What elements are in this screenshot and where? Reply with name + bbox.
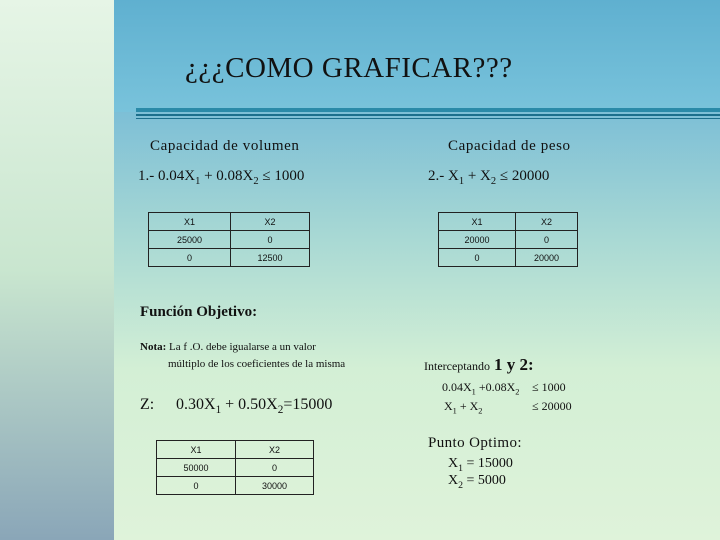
weight-constraint-suffix: ≤ 20000: [496, 168, 550, 184]
table-cell: 0: [439, 249, 516, 267]
intercept-eq2-prefix: X: [444, 399, 453, 413]
table-header-row: [149, 213, 310, 231]
objective-eq-suffix: =15000: [283, 396, 333, 413]
optimum-x2-prefix: X: [448, 473, 459, 488]
table-row: [157, 477, 314, 495]
objective-eq-mid: + 0.50X: [221, 396, 278, 413]
table-row: [157, 459, 314, 477]
intercept-eq1-prefix: 0.04X: [442, 380, 472, 394]
table-cell: 0: [149, 249, 231, 267]
table-header-x2: X2: [236, 441, 314, 459]
intercept-equation-1: [442, 380, 519, 396]
objective-eq-prefix: 0.30X: [176, 396, 216, 413]
table-header-x1: X1: [157, 441, 236, 459]
table-cell: 20000: [516, 249, 578, 267]
intercept-equation-2: [444, 399, 482, 415]
table-header-x2: X2: [231, 213, 310, 231]
volume-capacity-heading: Capacidad de volumen: [150, 138, 300, 154]
intercept-label-big: 1 y 2:: [493, 355, 534, 374]
table-cell: 0: [231, 231, 310, 249]
note-line-1: La f .O. debe igualarse a un valor: [166, 341, 316, 353]
optimum-x1-sub: 1: [458, 462, 464, 474]
table-header-x1: X1: [149, 213, 231, 231]
table-header-x2: X2: [516, 213, 578, 231]
volume-constraint-mid: + 0.08X: [200, 168, 254, 184]
intercept-label-small: Interceptando: [424, 359, 490, 373]
intercept-eq1-rhs: ≤ 1000: [532, 380, 566, 394]
objective-heading: Función Objetivo:: [140, 304, 258, 320]
objective-eq-sub2: 2: [277, 404, 284, 417]
volume-constraint-sub1: 1: [195, 176, 201, 187]
intercept-eq2-sub2: 2: [478, 406, 483, 416]
table-cell: 0: [236, 459, 314, 477]
intercept-eq2-sub1: 1: [452, 406, 457, 416]
table-header-row: [157, 441, 314, 459]
weight-capacity-heading: Capacidad de peso: [448, 138, 571, 154]
weight-constraint-sub1: 1: [458, 176, 465, 187]
table-cell: 12500: [231, 249, 310, 267]
optimum-x1-prefix: X: [448, 456, 459, 471]
optimum-x1-value: = 15000: [463, 456, 513, 471]
objective-equation: [176, 396, 332, 416]
z-label: Z:: [140, 396, 155, 413]
note-label: Nota:: [140, 341, 167, 353]
weight-constraint: [428, 168, 549, 187]
optimum-heading: Punto Optimo:: [428, 435, 522, 451]
note-line-2: múltiplo de los coeficientes de la misma: [168, 358, 346, 370]
intercept-eq2-mid: + X: [456, 399, 479, 413]
table-row: [439, 231, 578, 249]
volume-constraint-sub2: 2: [253, 176, 259, 187]
table-header-row: [439, 213, 578, 231]
title-rule-hairline: [136, 118, 720, 119]
table-cell: 25000: [149, 231, 231, 249]
table-cell: 0: [157, 477, 236, 495]
slide-title: ¿¿¿COMO GRAFICAR???: [185, 52, 513, 84]
left-decorative-band: [0, 0, 114, 540]
weight-constraint-mid: + X: [464, 168, 491, 184]
objective-table: [156, 440, 314, 495]
table-cell: 20000: [439, 231, 516, 249]
weight-constraint-prefix: 2.- X: [428, 168, 459, 184]
objective-eq-sub1: 1: [215, 404, 222, 417]
optimum-x2-value: = 5000: [463, 473, 506, 488]
intercept-eq1-mid: +0.08X: [475, 380, 516, 394]
intercept-eq1-sub2: 2: [515, 387, 520, 397]
table-row: [149, 249, 310, 267]
intercept-label: [424, 355, 534, 375]
title-rule-thin: [136, 114, 720, 116]
table-cell: 0: [516, 231, 578, 249]
volume-constraint-prefix: 1.- 0.04X: [138, 168, 196, 184]
volume-table: [148, 212, 310, 267]
optimum-x2-sub: 2: [458, 479, 464, 491]
objective-note: [140, 341, 316, 353]
intercept-eq2-rhs: ≤ 20000: [532, 399, 572, 413]
table-row: [439, 249, 578, 267]
optimum-x2: [448, 473, 506, 491]
intercept-eq1-sub1: 1: [471, 387, 476, 397]
table-row: [149, 231, 310, 249]
table-cell: 50000: [157, 459, 236, 477]
optimum-x1: [448, 456, 513, 474]
volume-constraint: [138, 168, 304, 187]
weight-table: [438, 212, 578, 267]
volume-constraint-suffix: ≤ 1000: [258, 168, 305, 184]
table-header-x1: X1: [439, 213, 516, 231]
weight-constraint-sub2: 2: [490, 176, 497, 187]
title-rule: [136, 108, 720, 112]
table-cell: 30000: [236, 477, 314, 495]
